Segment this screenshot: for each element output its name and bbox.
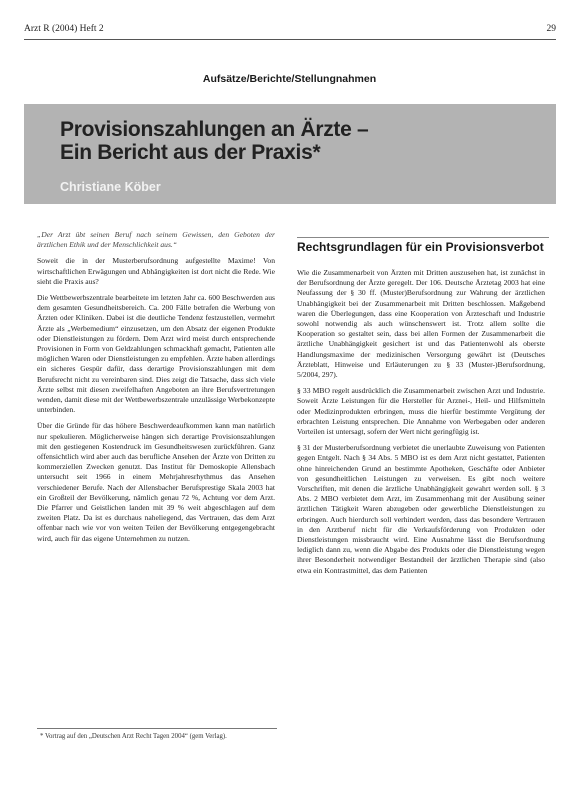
right-paragraph-2: § 33 MBO regelt ausdrücklich die Zusammenarbeit zwischen Arzt und Industrie. Soweit Ärzte Leistungen für die Hersteller für Arznei-, Heil- und Hilfsmitteln oder Medizinprodukten erbringen, muss die hierfür bestimmte Vergütung der erbrachten Leistung entsprechen. Die Annahme von Werbegaben oder anderen Vorteilen ist untersagt, sofern der Wert nicht geringfügig ist. [297,386,545,437]
left-paragraph-1: Soweit die in der Musterberufsordnung aufgestellte Maxime! Von wirtschaftlichen Erwägungen und Abhängigkeiten ist dort nicht die Rede. Wie sieht die Praxis aus? [37,256,275,286]
left-paragraph-2: Die Wettbewerbszentrale bearbeitete im letzten Jahr ca. 600 Beschwerden aus dem gesamten Gesundheitsbereich. Ca. 200 Fälle betrafen die Werbung von Ärzten oder Kliniken. Dabei ist die deutliche Tendenz festzustellen, vermehrt Ärzte als „Werbemedium“ einzusetzen, um den Absatz der eigenen Produkte oder Dienstleistungen zu fördern. Dem Arzt wird meist durch entsprechende Provisionen in Form von Geldzahlungen schmackhaft gemacht, Patienten alle möglichen Waren oder Dienstleistungen zu empfehlen. Ärzte haben allerdings ein sicheres Gespür dafür, dass derartige Provisionszahlungen mit dem Berufsrecht nicht zu vereinbaren sind. Dies zeigt die Tatsache, dass sich viele Ärzte selbst mit diesen zweifelhaften Angeboten an ihre Berufsvertretungen wenden, damit diese mit der Wettbewerbszentrale unzulässige Werbekonzepte unterbinden. [37,293,275,415]
left-paragraph-3: Über die Gründe für das höhere Beschwerdeaufkommen kann man natürlich nur spekulieren. Möglicherweise hängen sich derartige Provisionszahlungen mit den gestiegenen Kostendruck im Gesundheitswesen zurückführen. Ganz offensichtlich wird aber auch das berufliche Ansehen der Ärzte von Dritten zu kommerziellen Zwecken genutzt. Das Institut für Demoskopie Allensbach untersucht seit 1966 in einem Mehrjahresrhythmus das Ansehen verschiedener Berufe. Nach der Allensbacher Berufsprestige Skala 2003 hat ein Großteil der Bevölkerung, nämlich genau 72 %, Achtung vor dem Arzt. Die Pfarrer und Geistlichen landen mit 39 % weit abgeschlagen auf dem zweiten Platz. Da ist es durchaus naheliegend, das Vertrauen, das dem Arzt offenbar nach wie vor von weiten Teilen der Bevölkerung entgegengebracht wird, auch für das eigene Unternehmen zu nutzen. [37,421,275,543]
page-number: 29 [546,24,556,34]
section-label: Aufsätze/Berichte/Stellungnahmen [202,73,377,85]
article-title-line-2: Ein Bericht aus der Praxis* [60,141,321,164]
left-column [37,230,275,550]
journal-issue: Arzt R (2004) Heft 2 [24,24,104,34]
right-column [297,268,545,582]
article-title [60,118,550,164]
article-title-line-1: Provisionszahlungen an Ärzte – [60,118,369,141]
right-paragraph-3: § 31 der Musterberufsordnung verbietet die unerlaubte Zuweisung von Patienten gegen Entgelt. Nach § 34 Abs. 5 MBO ist es dem Arzt nicht gestattet, Patienten ohne hinreichenden Grund an bestimmte Apotheken, Geschäfte oder Anbieter von gesundheitlichen Leistungen zu verweisen. Es gibt noch weitere Vorschriften, mit denen die ärztliche Unabhängigkeit gewahrt werden soll. § 3 Abs. 2 MBO verbietet dem Arzt, im Zusammenhang mit der Ausübung seiner ärztlichen Tätigkeit Waren abzugeben oder gewerbliche Dienstleistungen zu erbringen. Auch hierdurch soll verhindert werden, dass das besondere Vertrauen in den Arztberuf nicht für die Verkaufsförderung von Produkten oder Dienstleistungen missbraucht wird. Eine Ausnahme lässt die Berufsordnung lediglich dann zu, wenn die Abgabe des Produkts oder die Dienstleistung wegen ihrer Besonderheit notwendiger Bestandteil der ärztlichen Therapie sind (also etwa ein Kontrastmittel, das dem Patienten [297,443,545,575]
footnote: * Vortrag auf den „Deutschen Arzt Recht Tagen 2004“ (gem Verlag). [40,733,227,740]
running-head [24,24,556,38]
title-banner [24,104,556,204]
section-heading: Rechtsgrundlagen für ein Provisionsverbot [297,237,549,254]
header-rule [24,39,556,40]
article-author: Christiane Köber [60,180,161,194]
epigraph: „Der Arzt übt seinen Beruf nach seinem Gewissen, den Geboten der ärztlichen Ethik und der Menschlichkeit aus.“ [37,230,275,250]
right-paragraph-1: Wie die Zusammenarbeit von Ärzten mit Dritten auszusehen hat, ist zunächst in der Berufsordnung der Ärzte geregelt. Der 106. Deutsche Ärztetag 2003 hat eine Neufassung der § 30 ff. (Muster)Berufsordnung zur Wahrung der ärztlichen Unabhängigkeit bei der Zusammenarbeit mit Dritten beschlossen. Maßgebend waren die Überlegungen, dass eine Kooperation von Ärzteschaft und Industrie sowohl notwendig als auch wünschenswert ist. Trotz allem sollte die Kooperation so gestaltet sein, dass bei allen Formen der Zusammenarbeit die ärztliche Unabhängigkeit gesichert ist und das Patientenwohl als oberste Handlungsmaxime der medizinischen Versorgung gewährt ist (Deutsches Ärzteblatt, Hinweise und Erläuterungen zu § 33 (Muster-)Berufsordnung, 5/2004, 297). [297,268,545,380]
footnote-rule [37,728,277,729]
